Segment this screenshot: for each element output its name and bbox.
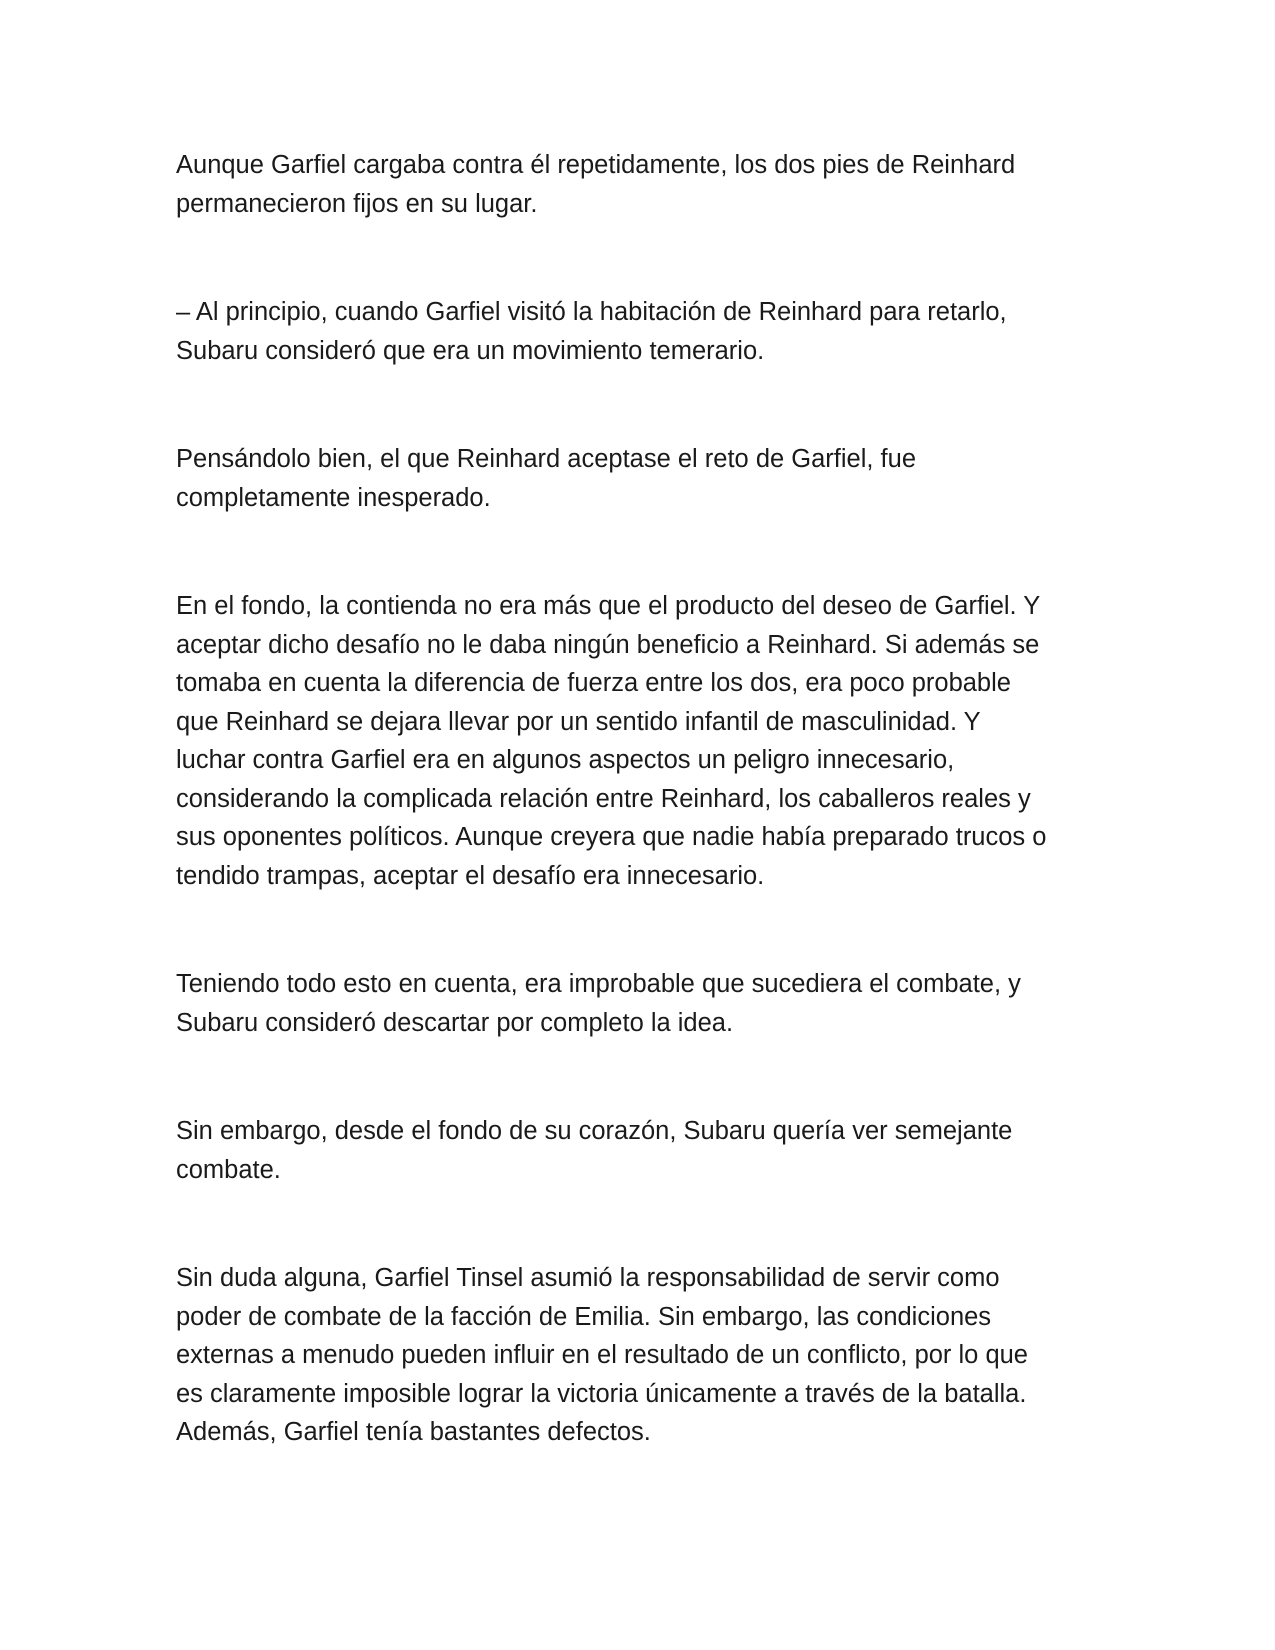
paragraph-3: [176, 440, 1106, 517]
text-line: combate.: [176, 1155, 281, 1184]
text-line: luchar contra Garfiel era en algunos aspectos un peligro innecesario,: [176, 746, 955, 774]
paragraph-4: [176, 587, 1106, 895]
text-line: aceptar dicho desafío no le daba ningún beneficio a Reinhard. Si además se: [176, 630, 1040, 659]
body-text: [176, 146, 1106, 1522]
text-line: Además, Garfiel tenía bastantes defectos.: [176, 1418, 651, 1446]
text-line: En el fondo, la contienda no era más que el producto del deseo de Garfiel. Y: [176, 592, 1041, 620]
text-line: tomaba en cuenta la diferencia de fuerza entre los dos, era poco probable: [176, 669, 1011, 697]
paragraph-5: [176, 965, 1106, 1042]
text-line: poder de combate de la facción de Emilia. Sin embargo, las condiciones: [176, 1302, 992, 1331]
text-line: considerando la complicada relación entre Reinhard, los caballeros reales y: [176, 784, 1031, 813]
text-line: Subaru consideró descartar por completo la idea.: [176, 1008, 734, 1037]
text-line: Subaru consideró que era un movimiento temerario.: [176, 336, 765, 365]
text-line: completamente inesperado.: [176, 483, 491, 512]
paragraph-7: [176, 1259, 1106, 1452]
text-line: – Al principio, cuando Garfiel visitó la habitación de Reinhard para retarlo,: [176, 298, 1007, 326]
text-line: tendido trampas, aceptar el desafío era innecesario.: [176, 861, 765, 890]
text-line: externas a menudo pueden influir en el resultado de un conflicto, por lo que: [176, 1341, 1028, 1369]
paragraph-6: [176, 1112, 1106, 1189]
text-line: Sin embargo, desde el fondo de su corazón, Subaru quería ver semejante: [176, 1117, 1013, 1145]
text-line: es claramente imposible lograr la victoria únicamente a través de la batalla.: [176, 1379, 1027, 1408]
text-line: Aunque Garfiel cargaba contra él repetidamente, los dos pies de Reinhard: [176, 151, 1016, 179]
text-line: permanecieron fijos en su lugar.: [176, 189, 538, 218]
paragraph-2: [176, 293, 1106, 370]
text-line: Teniendo todo esto en cuenta, era improbable que sucediera el combate, y: [176, 970, 1021, 998]
text-line: Pensándolo bien, el que Reinhard aceptase el reto de Garfiel, fue: [176, 445, 916, 473]
paragraph-1: [176, 146, 1106, 223]
text-line: Sin duda alguna, Garfiel Tinsel asumió la responsabilidad de servir como: [176, 1264, 1000, 1292]
text-line: sus oponentes políticos. Aunque creyera que nadie había preparado trucos o: [176, 823, 1047, 851]
text-line: que Reinhard se dejara llevar por un sentido infantil de masculinidad. Y: [176, 707, 981, 736]
